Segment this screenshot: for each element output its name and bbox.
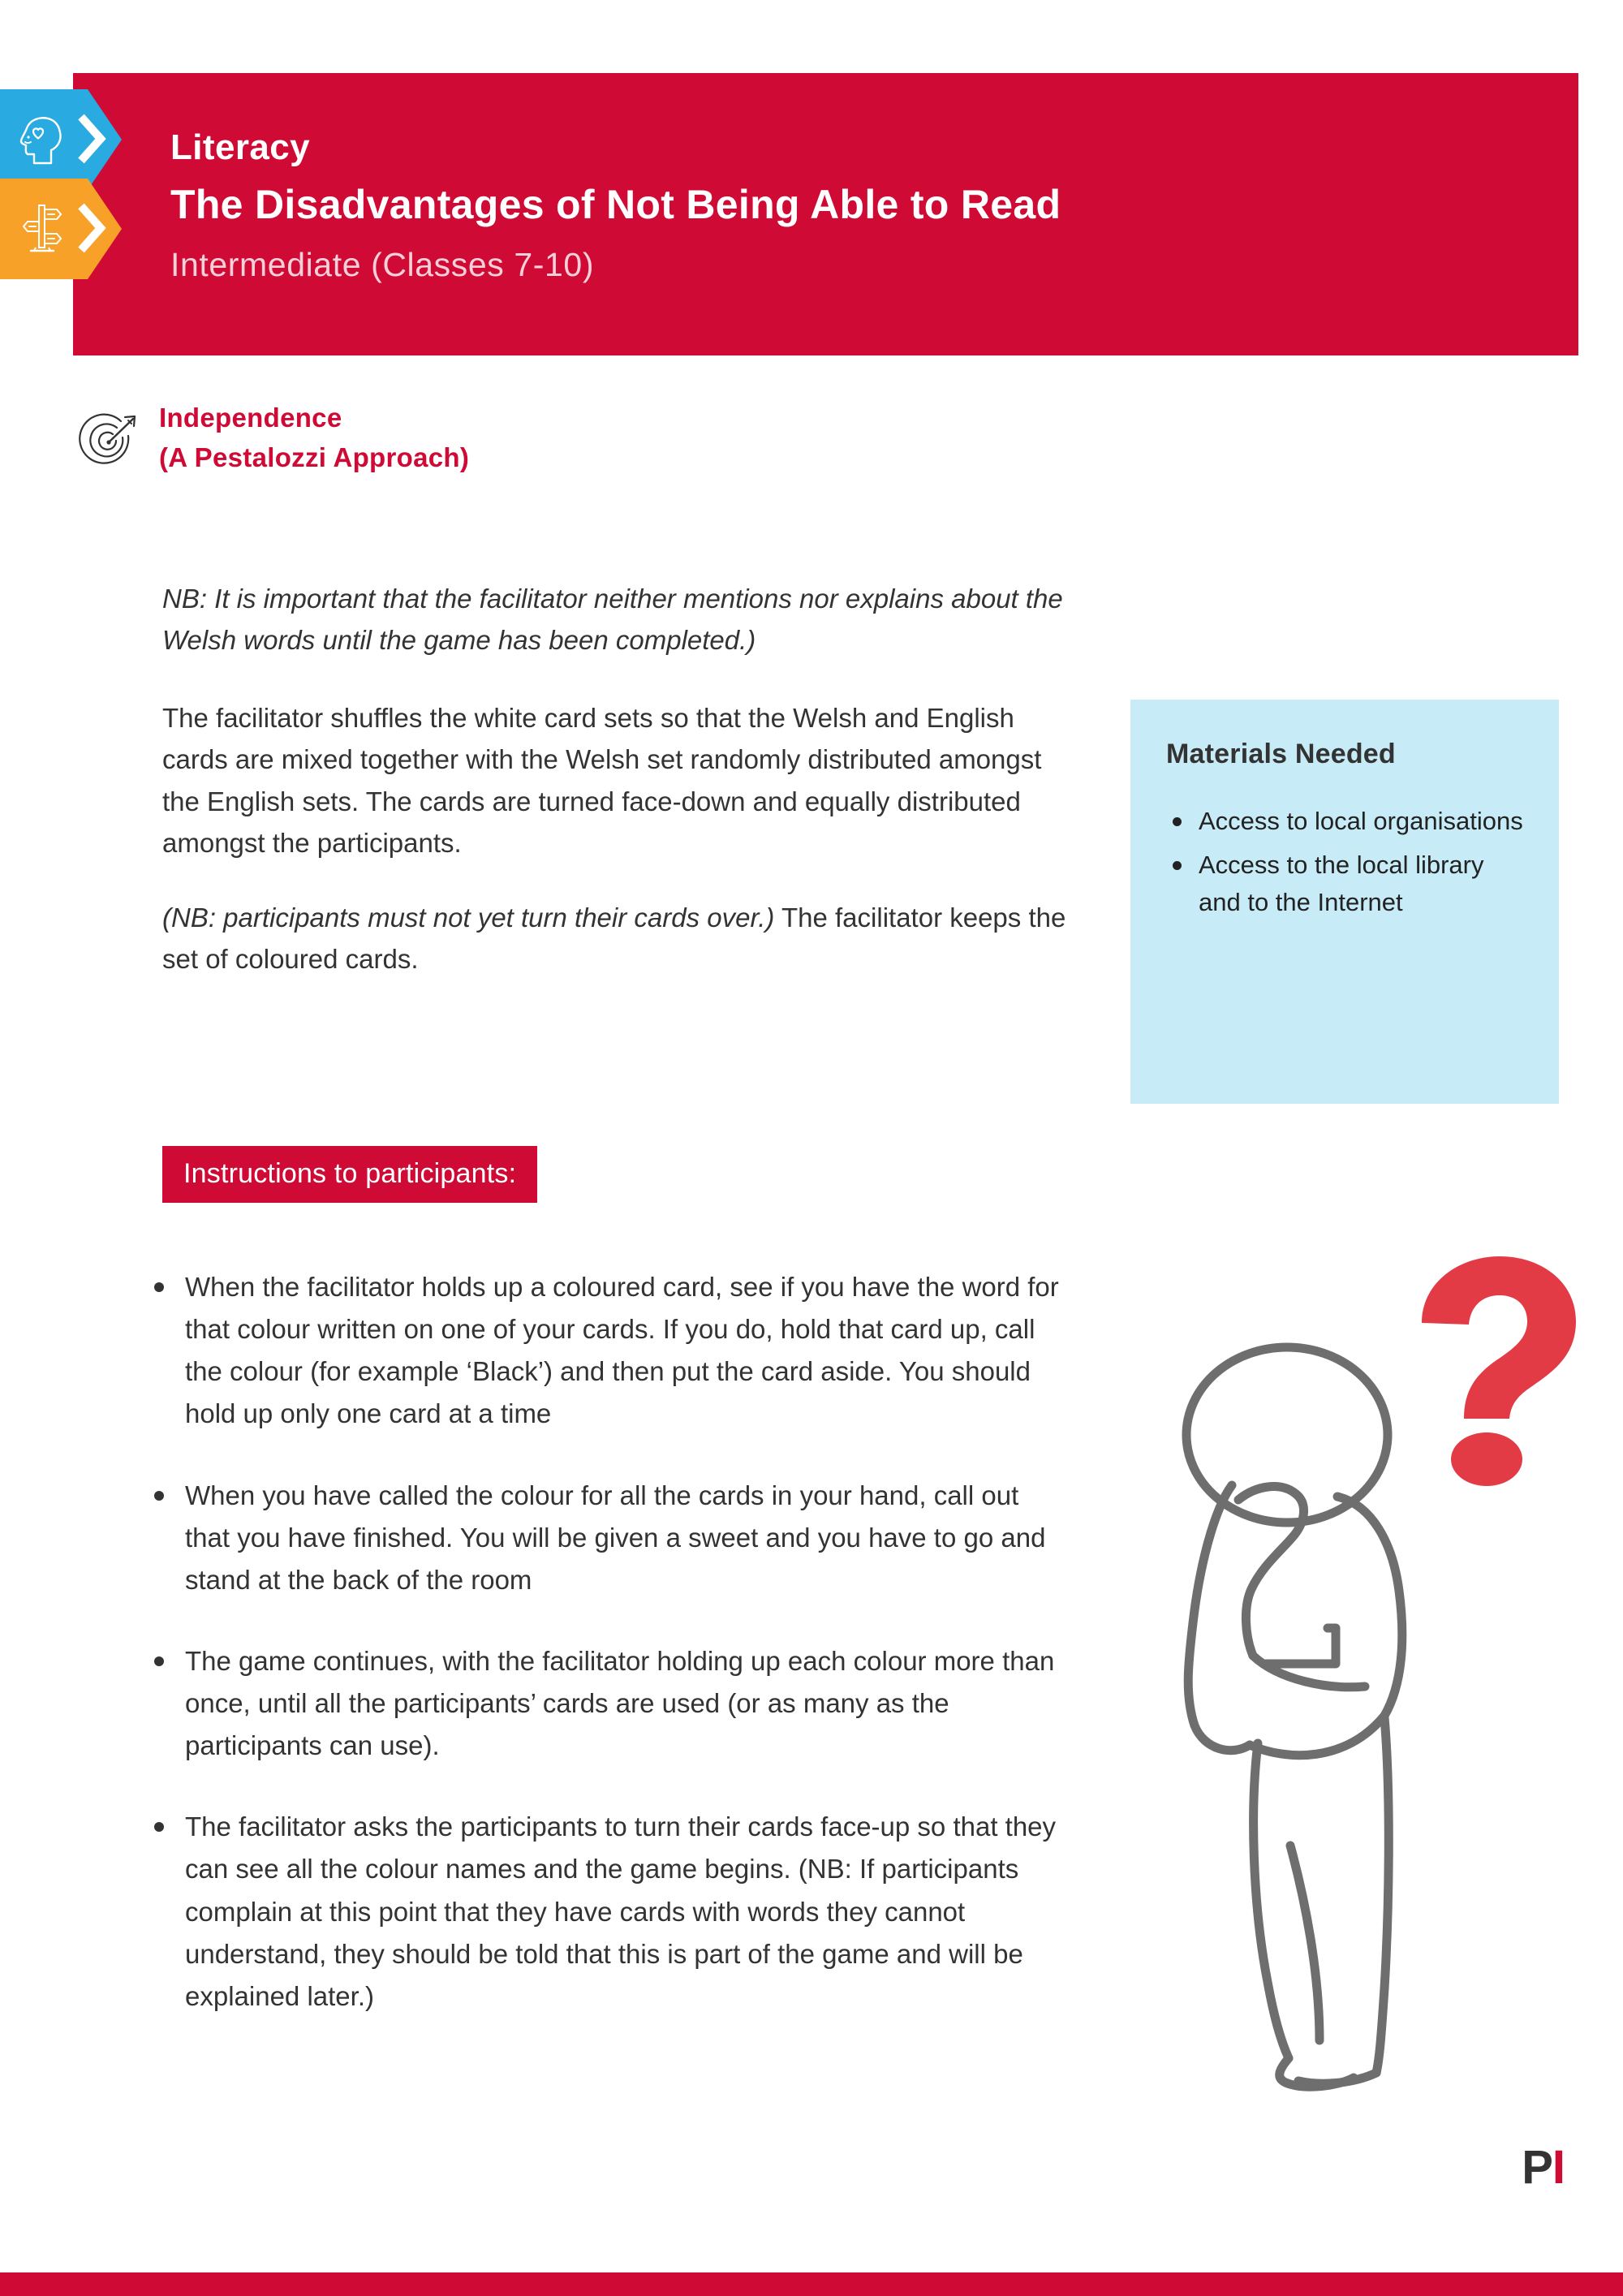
paragraph-shuffle: The facilitator shuffles the white card sets so that the Welsh and English cards are mixed together with the Welsh set randomly distributed amongst the English sets. The cards are turned face-down and equally distributed amongst the participants.: [162, 702, 1042, 859]
list-item: The facilitator asks the participants to turn their cards face-up so that they can see all the colour names and the game begins. (NB: If participants complain at this point that they have cards with words they cannot understand, they should be told that this is part of the game and will be explained later.): [146, 1806, 1063, 2018]
list-item: The game continues, with the facilitator holding up each colour more than once, until all the participants’ cards are used (or as many as the participants can use).: [146, 1640, 1063, 1767]
section-heading-labels: [159, 394, 469, 478]
logo-letter-p: P: [1522, 2140, 1552, 2194]
question-mark-icon: [1422, 1256, 1576, 1486]
chevron-right-icon: [76, 114, 107, 164]
list-item: Access to the local library and to the Internet: [1166, 846, 1523, 921]
section-heading-line1: Independence: [159, 403, 342, 433]
section-heading: [73, 394, 469, 478]
paragraph-nb-cards-italic: (NB: participants must not yet turn their cards over.): [162, 902, 775, 933]
instructions-banner-label: Instructions to participants:: [183, 1158, 517, 1189]
paragraph-nb-welsh: NB: It is important that the facilitator neither mentions nor explains about the Welsh words until the game has been completed.): [162, 584, 1063, 656]
section-heading-line2: (A Pestalozzi Approach): [159, 442, 470, 472]
paragraph-nb-cards-rest: The facilitator keeps the set of coloured cards.: [162, 902, 1066, 975]
instructions-banner: [162, 1146, 537, 1203]
chevron-right-icon: [76, 203, 107, 253]
list-item: Access to local organisations: [1166, 803, 1523, 840]
body-column: [162, 578, 1075, 1016]
header-eyebrow: Literacy: [170, 127, 310, 167]
list-item: When the facilitator holds up a coloured card, see if you have the word for that colour written on one of your cards. If you do, hold that card up, call the colour (for example ‘Black’) and then put the card aside. You should hold up only one card at a time: [146, 1266, 1063, 1436]
list-item: When you have called the colour for all the cards in your hand, call out that you have finished. You will be given a sweet and you have to go and stand at the back of the room: [146, 1475, 1063, 1601]
paragraph-nb-cards: [162, 897, 1075, 980]
head-with-heart-icon: [18, 113, 67, 166]
materials-needed-box: [1130, 700, 1559, 1104]
materials-needed-list: [1166, 803, 1523, 921]
badge-literacy-blue: [0, 89, 122, 190]
materials-needed-title: Materials Needed: [1166, 739, 1396, 769]
thinking-person-svg: [1136, 1242, 1591, 2102]
thinking-person-illustration: [1136, 1242, 1591, 2102]
header-text-block: [170, 126, 1388, 286]
header-subtitle: Intermediate (Classes 7-10): [170, 245, 595, 283]
logo-letter-i: I: [1552, 2140, 1565, 2194]
signpost-icon: [18, 202, 67, 256]
footer-bar: [0, 2272, 1623, 2296]
page-title: The Disadvantages of Not Being Able to Read: [170, 181, 1061, 227]
target-with-arrow-icon: [78, 410, 141, 473]
instructions-list: [146, 1266, 1063, 2057]
brand-logo: [1522, 2140, 1565, 2194]
badge-direction-orange: [0, 179, 122, 279]
